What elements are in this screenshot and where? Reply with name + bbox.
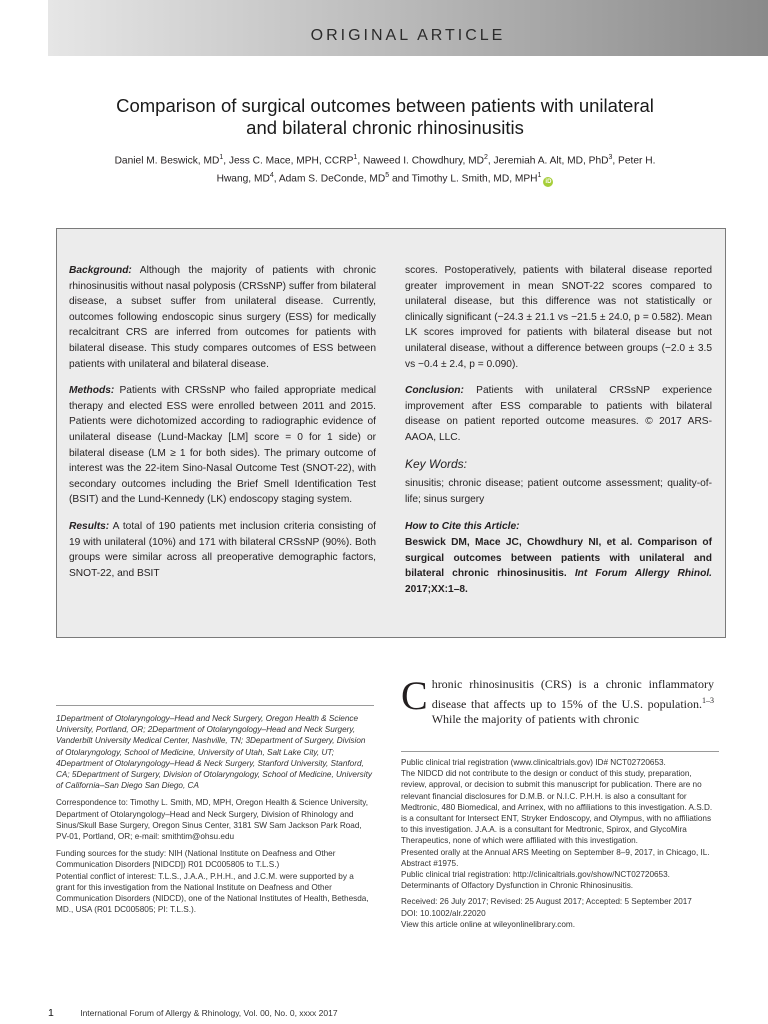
page-footer (48, 1007, 338, 1019)
citation-text: Beswick DM, Mace JC, Chowdhury NI, et al. Comparison of surgical outcomes between patients with unilateral and bilateral chronic rhinosinusitis. (405, 536, 712, 580)
section-heading: Results: (69, 520, 110, 532)
notes-divider (401, 751, 719, 752)
keywords-heading: Key Words: (405, 456, 468, 471)
author-name: , Jeremiah A. Alt, MD, PhD (487, 155, 609, 167)
journal-citation: International Forum of Allergy & Rhinology, Vol. 00, No. 0, xxxx 2017 (80, 1008, 338, 1018)
footnote-divider (56, 705, 374, 706)
cite-heading: How to Cite this Article: (405, 521, 520, 533)
drop-cap: C (401, 673, 428, 718)
author-affiliation-mark: 4 (269, 172, 274, 180)
intro-text: While the majority of patients with chronic (431, 712, 639, 726)
abstract-results (69, 519, 376, 581)
article-title (60, 95, 710, 139)
funding: Funding sources for the study: NIH (National Institute on Deafness and Other Communication Disorders [NIDCD]) R01 DC005805 to T.L.S.) (56, 849, 336, 870)
online-link[interactable]: View this article online at wileyonlinelibrary.com. (401, 919, 575, 929)
trial-registration: Public clinical trial registration (www.clinicaltrials.gov) ID# NCT02720653. (401, 758, 666, 767)
author-name: Daniel M. Beswick, MD (114, 155, 220, 167)
page-number: 1 (48, 1007, 54, 1019)
abstract-background (69, 263, 376, 372)
abstract-left-column (69, 263, 376, 592)
author-affiliation-mark: 5 (385, 172, 390, 180)
intro-text: hronic rhinosinusitis (CRS) is a chronic inflammatory disease that affects up to 15% of the U.S. population. (431, 677, 714, 711)
footnotes-left (56, 713, 374, 921)
author-name: , Naweed I. Chowdhury, MD (357, 155, 484, 167)
author-name: , Jess C. Mace, MPH, CCRP (223, 155, 354, 167)
author-affiliation-mark: 1 (219, 154, 224, 161)
footnotes-right (401, 757, 719, 930)
doi: DOI: 10.1002/alr.22020 (401, 908, 486, 918)
abstract-methods (69, 383, 376, 508)
author-affiliation-mark: 2 (483, 154, 488, 161)
section-text: A total of 190 patients met inclusion criteria consisting of 19 with unilateral (10%) and 171 with bilateral CRSsNP (90%). Both groups were similar across all preoperative demographic factors, SNOT-22, and BSIT (69, 520, 377, 579)
citation (405, 535, 712, 597)
citation-journal: Int Forum Allergy Rhinol. (574, 568, 712, 580)
abstract-conclusion (405, 383, 712, 445)
author-affiliation-mark: 1 (537, 172, 542, 180)
citation-ref: 2017;XX:1–8. (405, 583, 468, 595)
article-type-banner (48, 0, 768, 56)
orcid-icon[interactable]: iD (545, 178, 552, 185)
author-name: and Timothy L. Smith, MD, MPH (389, 173, 538, 185)
abstract-right-column (405, 263, 712, 608)
author-affiliation-mark: 1 (353, 154, 358, 161)
title-line-2: and bilateral chronic rhinosinusitis (246, 117, 524, 138)
section-text: Patients with CRSsNP who failed appropriate medical therapy and elected ESS were enrolled between 2011 and 2015. Patients were dichotomized according to radiographic evidence of unilateral disease (Lund-Mackay [LM] score = 0 for 1 side) or bilateral disease (LM ≥ 1 for both sides). The primary outcome of interest was the 22-item Sino-Nasal Outcome Test (SNOT-22), with secondary outcomes including the Brief Smell Identification Test (BSIT) and the Lund-Kennedy (LK) endoscopy staging system. (69, 385, 376, 506)
author-list (110, 150, 660, 187)
correspondence: Correspondence to: Timothy L. Smith, MD, MPH, Oregon Health & Science University, Department of Otolaryngology–Head and Neck Surgery, Division of Rhinology and Sinus/Skull Base Surgery, Oregon Sinus Center, 3181 SW Sam Jackson Park Road, PV-01, Portland, OR; e-mail: smithtim@ohsu.edu (56, 798, 369, 842)
title-line-1: Comparison of surgical outcomes between patients with unilateral (116, 95, 654, 116)
intro-paragraph (401, 673, 714, 728)
citation-superscript: 1–3 (702, 695, 714, 705)
section-text: Although the majority of patients with chronic rhinosinusitis without nasal polyposis (CRSsNP) suffer from bilateral disease, a subset suffer from unilateral disease. Currently, outcomes following endoscopic sinus surgery (ESS) for medically recalcitrant CRS are inferred from outcomes for patients with bilateral disease. This study compares outcomes of ESS between patients with unilateral and bilateral disease. (69, 265, 376, 370)
presentation-note: Presented orally at the Annual ARS Meeting on September 8–9, 2017, in Chicago, IL. Abstract #1975. (401, 847, 710, 868)
abstract-results-continued: scores. Postoperatively, patients with bilateral disease reported greater improvement in mean SNOT-22 scores compared to unilateral disease, but this difference was not statistically or clinically significant (−24.3 ± 21.1 vs −21.5 ± 24.0, p = 0.582). Mean LK scores improved for patients with bilateral disease but not unilateral disease, without a difference between groups (−2.0 ± 3.5 vs −0.4 ± 2.4, p = 0.090). (405, 265, 712, 370)
abstract-box (56, 228, 726, 638)
author-affiliation-mark: 3 (608, 154, 613, 161)
keywords-list: sinusitis; chronic disease; patient outcome assessment; quality-of-life; sinus surgery (405, 478, 712, 505)
received-dates: Received: 26 July 2017; Revised: 25 August 2017; Accepted: 5 September 2017 (401, 897, 692, 907)
section-heading: Background: (69, 265, 132, 276)
trial-registration-2: Public clinical trial registration: http://clinicaltrials.gov/show/NCT02720653. Determinants of Olfactory Dysfunction in Chronic Rhinosinusitis. (401, 870, 670, 891)
affiliations: 1Department of Otolaryngology–Head and Neck Surgery, Oregon Health & Science University, Portland, OR; 2Department of Otolaryngology–Head and Neck Surgery, Vanderbilt University Medical Center, Nashville, TN; 3Department of Surgery, Division of Otolaryngology, School of Medicine, University of Utah, Salt Lake City, UT; 4Department of Otolaryngology–Head & Neck Surgery, Stanford University, Stanford, CA; 5Department of Surgery, Division of Otolaryngology, School of Medicine, University of California–San Diego San Diego, CA (56, 714, 372, 791)
section-text: Patients with unilateral CRSsNP experience improvement after ESS comparable to patients with bilateral disease on patient reported outcome measures. © 2017 ARS-AAOA, LLC. (405, 385, 712, 443)
conflict-of-interest: Potential conflict of interest: T.L.S., J.A.A., P.H.H., and J.C.M. were supported by a grant for this investigation from the National Institute on Deafness and Other Communication Disorders (NIDCD), one of the National Institutes of Health, Bethesda, MD., USA (R01 DC005805; PI: T.L.S.). (56, 871, 369, 915)
article-type-label: ORIGINAL ARTICLE (310, 27, 506, 44)
section-heading: Methods: (69, 385, 115, 397)
author-name: , Peter H. Hwang, MD (216, 155, 656, 185)
section-heading: Conclusion: (405, 385, 464, 397)
nidcd-disclosure: The NIDCD did not contribute to the design or conduct of this study, preparation, review, approval, or decision to submit this manuscript for publication. There are no relevant financial disclosures for D.M.B. or N.I.C. P.H.H. is also a consultant for Medtronic, 480 Biomedical, and Arrinex, with no affiliations to this investigation. A.S.D. is a consultant for Intersect ENT, Stryker Endoscopy, and Olympus, with no affiliations to this investigation. J.A.A. is a consultant for Medtronic, Spirox, and GlycoMira Therapeutics, none of which were affiliated with this investigation. (401, 769, 713, 846)
author-name: , Adam S. DeConde, MD (273, 173, 386, 185)
